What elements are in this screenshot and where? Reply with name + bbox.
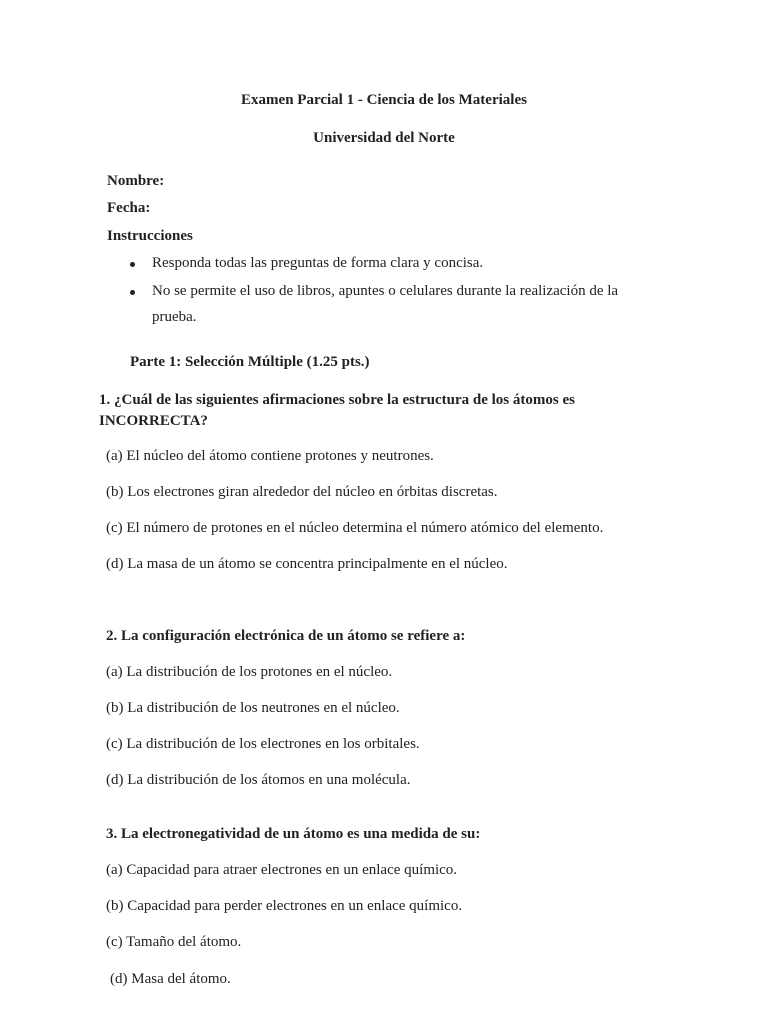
answer-option: (a) Capacidad para atraer electrones en un enlace químico. [106, 862, 458, 878]
instructions-heading: Instrucciones [107, 228, 193, 244]
university-name: Universidad del Norte [313, 130, 455, 146]
date-label: Fecha: [107, 200, 151, 216]
document-title: Examen Parcial 1 - Ciencia de los Materiales [241, 92, 527, 108]
instruction-item: Responda todas las preguntas de forma clara y concisa. [152, 255, 484, 271]
answer-option: (c) Tamaño del átomo. [106, 934, 242, 950]
bullet-icon [130, 290, 135, 295]
answer-option: (b) Capacidad para perder electrones en un enlace químico. [106, 898, 463, 914]
answer-option: (d) La distribución de los átomos en una molécula. [106, 772, 411, 788]
question-prompt: 3. La electronegatividad de un átomo es una medida de su: [106, 826, 481, 842]
bullet-icon [130, 262, 135, 267]
answer-option: (b) Los electrones giran alrededor del núcleo en órbitas discretas. [106, 484, 498, 500]
answer-option: (d) Masa del átomo. [110, 971, 231, 987]
question-prompt-continuation: INCORRECTA? [99, 413, 208, 429]
answer-option: (a) El núcleo del átomo contiene protones y neutrones. [106, 448, 434, 464]
answer-option: (c) La distribución de los electrones en los orbitales. [106, 736, 420, 752]
answer-option: (a) La distribución de los protones en el núcleo. [106, 664, 393, 680]
answer-option: (d) La masa de un átomo se concentra principalmente en el núcleo. [106, 556, 508, 572]
instruction-item: No se permite el uso de libros, apuntes o celulares durante la realización de la [152, 283, 619, 299]
question-prompt: 2. La configuración electrónica de un átomo se refiere a: [106, 628, 466, 644]
answer-option: (b) La distribución de los neutrones en el núcleo. [106, 700, 400, 716]
section-title: Parte 1: Selección Múltiple (1.25 pts.) [130, 354, 370, 370]
name-label: Nombre: [107, 173, 165, 189]
instruction-item-continuation: prueba. [152, 309, 197, 325]
question-prompt: 1. ¿Cuál de las siguientes afirmaciones sobre la estructura de los átomos es [99, 392, 575, 408]
answer-option: (c) El número de protones en el núcleo determina el número atómico del elemento. [106, 520, 604, 536]
